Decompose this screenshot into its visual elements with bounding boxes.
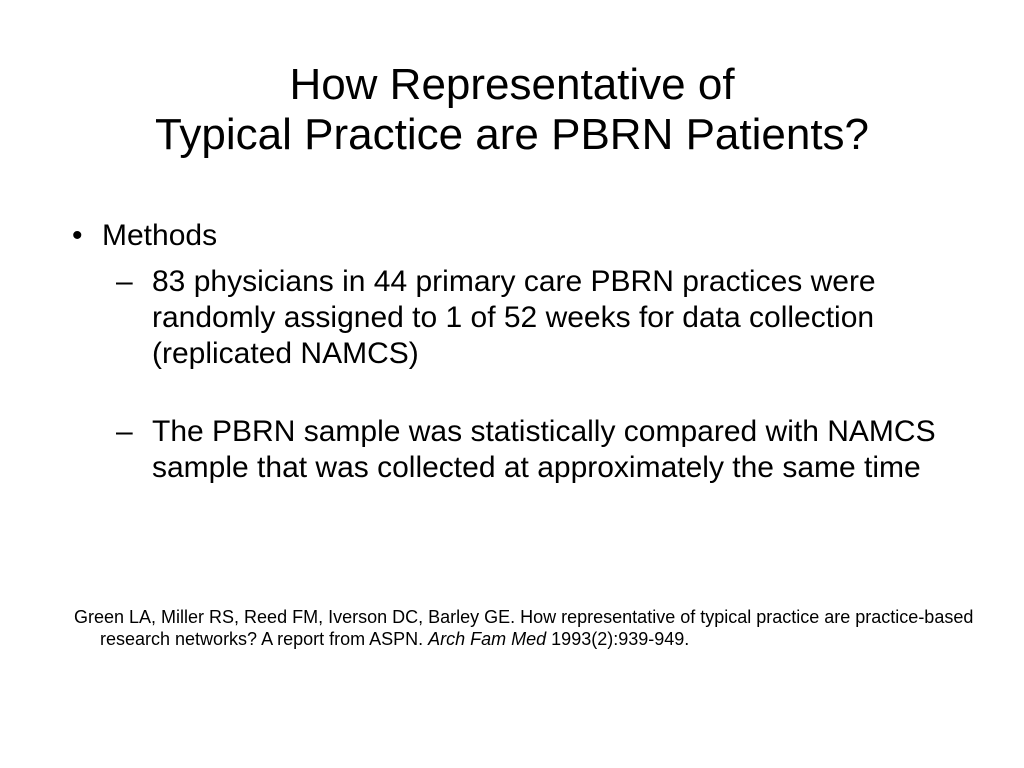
bullet-text: Methods (102, 219, 218, 252)
subbullet-study-design (72, 264, 972, 372)
subbullet-comparison (72, 414, 972, 486)
slide-title (60, 60, 964, 160)
slide-title-line-2: Typical Practice are PBRN Patients? (154, 110, 870, 159)
citation-volume-pages: 1993(2):939-949. (546, 629, 690, 649)
citation (74, 606, 990, 650)
bullet-marker: • (72, 219, 83, 252)
slide-title-line-1: How Representative of (289, 60, 735, 109)
citation-journal: Arch Fam Med (428, 629, 547, 649)
citation-authors-title: Green LA, Miller RS, Reed FM, Iverson DC, Barley GE. How representative of typical practice are practice-based research networks? A report from ASPN. (74, 607, 974, 649)
bullet-methods (72, 218, 972, 254)
subbullet-marker: – (116, 265, 133, 298)
subbullet-text: 83 physicians in 44 primary care PBRN practices were randomly assigned to 1 of 52 weeks for data collection (replicated NAMCS) (152, 265, 876, 370)
subbullet-marker: – (116, 415, 133, 448)
slide-body (72, 218, 972, 486)
subbullet-text: The PBRN sample was statistically compared with NAMCS sample that was collected at approximately the same time (152, 415, 936, 484)
